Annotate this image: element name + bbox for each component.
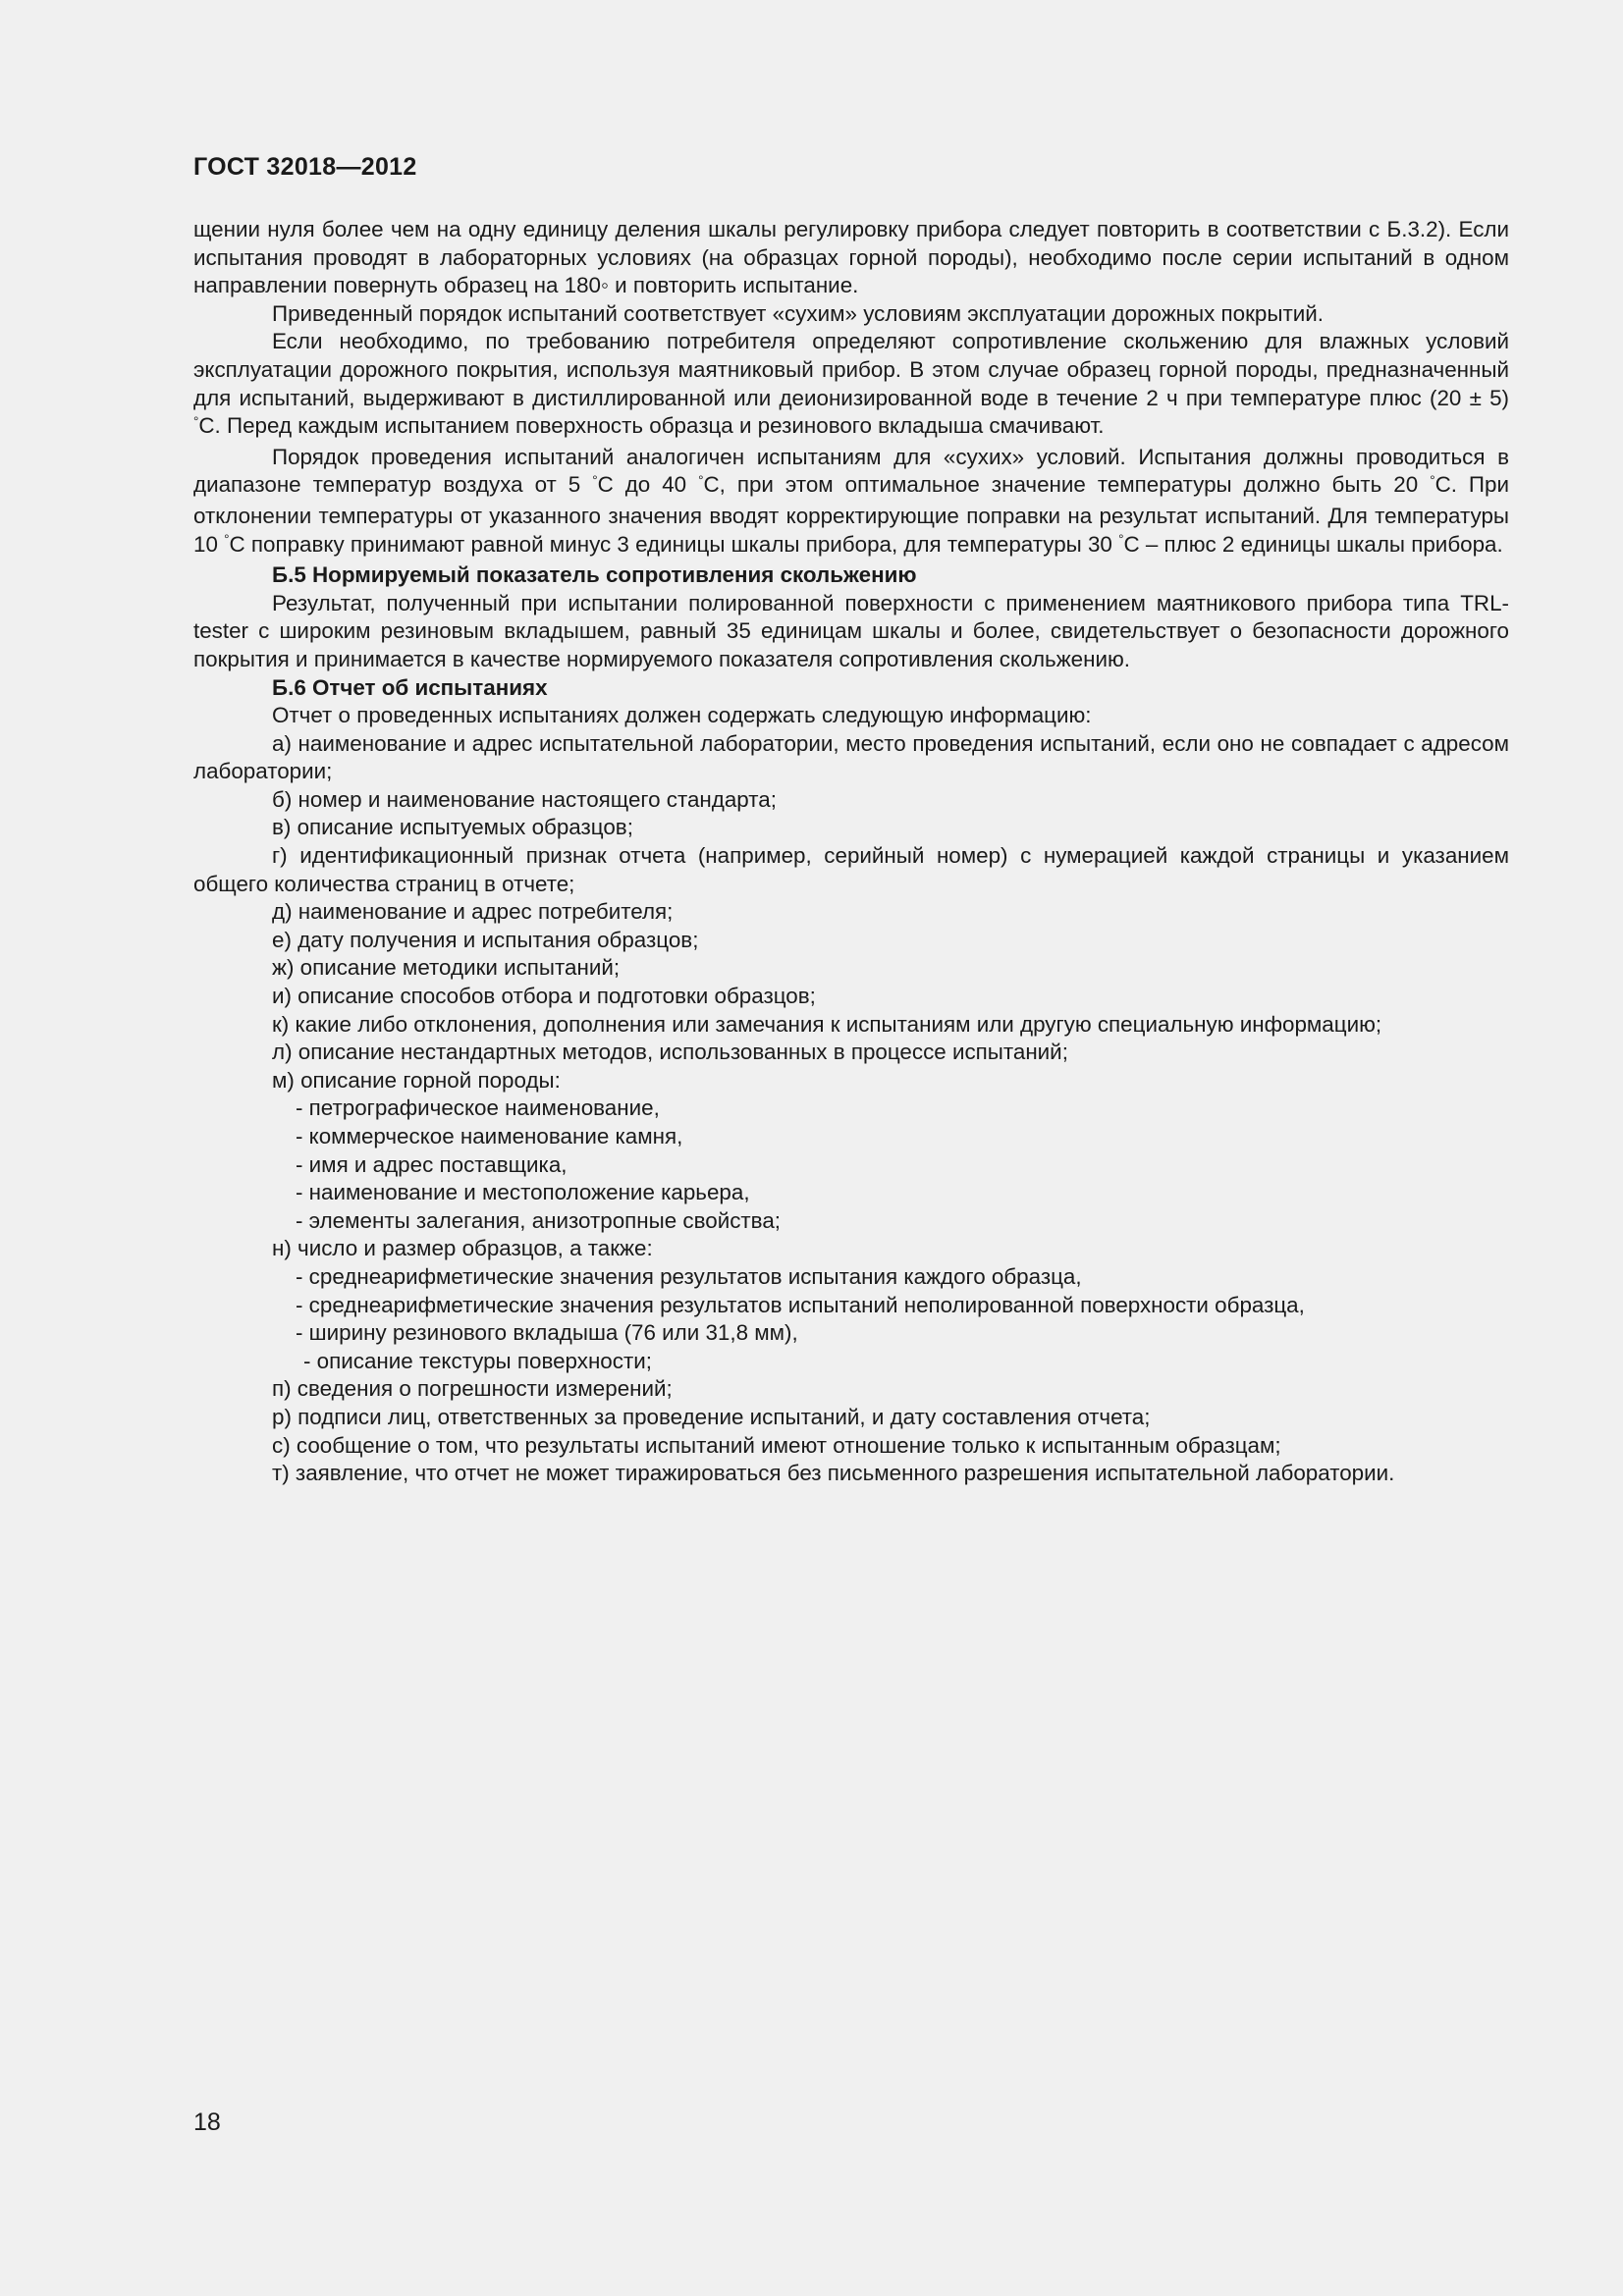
sub-list-item: - коммерческое наименование камня, [296,1124,683,1148]
degree-symbol: ◦ [601,273,609,298]
list-item: б) номер и наименование настоящего стандарта; [272,786,777,812]
sub-list-item: - среднеарифметические значения результатов испытаний неполированной поверхности образца, [296,1292,1305,1317]
list-item: р) подписи лиц, ответственных за проведение испытаний, и дату составления отчета; [272,1404,1151,1429]
sub-list-item: - наименование и местоположение карьера, [296,1180,750,1205]
list-item: с) сообщение о том, что результаты испытаний имеют отношение только к испытанным образцам; [272,1432,1281,1458]
list-item: д) наименование и адрес потребителя; [272,899,674,925]
page-number: 18 [193,2109,221,2136]
list-item: к) какие либо отклонения, дополнения или замечания к испытаниям или другую специальную информацию; [272,1011,1382,1037]
list-item: г) идентификационный признак отчета (например, серийный номер) с нумерацией каждой страницы и указанием общего количества страниц в отчете; [193,843,1509,896]
list-item: л) описание нестандартных методов, использованных в процессе испытаний; [272,1040,1068,1065]
list-item: в) описание испытуемых образцов; [272,815,633,840]
paragraph-dry-conditions: Приведенный порядок испытаний соответствует «сухим» условиям эксплуатации дорожных покрытий. [272,300,1324,326]
paragraph-b6-intro: Отчет о проведенных испытаниях должен содержать следующую информацию: [272,703,1092,728]
section-heading-b6: Б.6 Отчет об испытаниях [272,674,548,700]
sub-list-item: - петрографическое наименование, [296,1095,660,1121]
list-item: т) заявление, что отчет не может тиражироваться без письменного разрешения испытательной лаборатории. [272,1461,1395,1486]
list-item: ж) описание методики испытаний; [272,955,621,981]
list-item: н) число и размер образцов, а также: [272,1236,653,1261]
list-item: а) наименование и адрес испытательной лаборатории, место проведения испытаний, если оно не совпадает с адресом лаборатории; [193,730,1509,784]
paragraph-continuation: щении нуля более чем на одну единицу деления шкалы регулировку прибора следует повторить в соответствии с Б.3.2). Если испытания проводят в лабораторных условиях (на образцах горной породы), необходимо после серии испытаний в одном направлении повернуть образец на 180◦ и повторить испытание. [193,217,1509,298]
document-header: ГОСТ 32018—2012 [193,153,417,181]
section-heading-b5: Б.5 Нормируемый показатель сопротивления скольжению [272,562,917,588]
list-item: и) описание способов отбора и подготовки образцов; [272,984,816,1009]
sub-list-item: - среднеарифметические значения результатов испытания каждого образца, [296,1263,1082,1289]
sub-list-item: - имя и адрес поставщика, [296,1151,568,1177]
paragraph-wet-conditions: Если необходимо, по требованию потребителя определяют сопротивление скольжению для влажных условий эксплуатации дорожного покрытия, используя маятниковый прибор. В этом случае образец горной породы, предназначенный для испытаний, выдерживают в дистиллированной или деионизированной воде в течение 2 ч при температуре плюс (20 ± 5) °С. Перед каждым испытанием поверхность образца и резинового вкладыша смачивают. [193,329,1509,439]
paragraph-b5: Результат, полученный при испытании полированной поверхности с применением маятникового прибора типа TRL-tester с широким резиновым вкладышем, равный 35 единицам шкалы и более, свидетельствует о безопасности дорожного покрытия и принимается в качестве нормируемого показателя сопротивления скольжению. [193,590,1509,671]
list-item: е) дату получения и испытания образцов; [272,927,699,952]
list-item: п) сведения о погрешности измерений; [272,1376,673,1402]
list-item: м) описание горной породы: [272,1067,561,1093]
document-body [193,216,1509,1488]
sub-list-item: - ширину резинового вкладыша (76 или 31,8 мм), [296,1320,798,1346]
paragraph-temperature: Порядок проведения испытаний аналогичен испытаниям для «сухих» условий. Испытания должны проводиться в диапазоне температур воздуха от 5 °С до 40 °С, при этом оптимальное значение температуры должно быть 20 °С. При отклонении температуры от указанного значения вводят корректирующие поправки на результат испытаний. Для температуры 10 °С поправку принимают равной минус 3 единицы шкалы прибора, для температуры 30 °С – плюс 2 единицы шкалы прибора. [193,444,1509,557]
sub-list-item: - описание текстуры поверхности; [303,1348,652,1373]
sub-list-item: - элементы залегания, анизотропные свойства; [296,1207,781,1233]
